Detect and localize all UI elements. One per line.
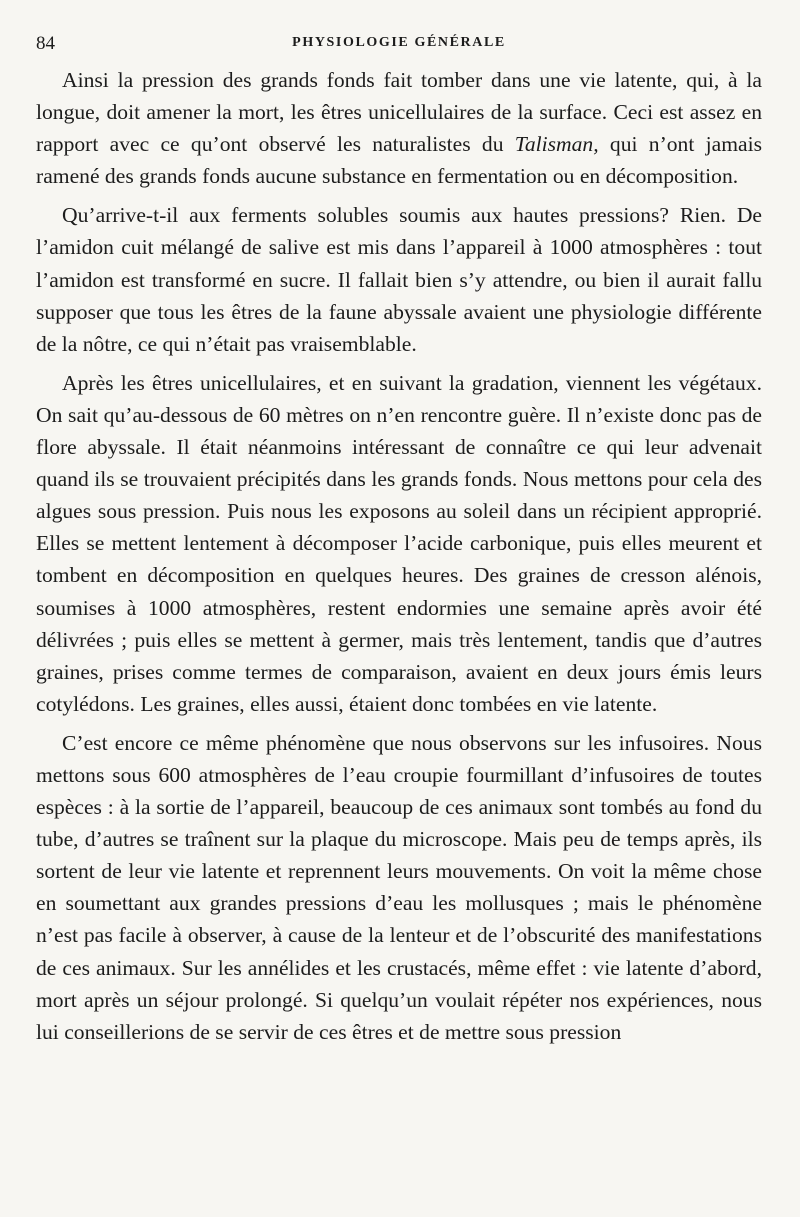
body-text [36, 64, 762, 1048]
running-title: PHYSIOLOGIE GÉNÉRALE [292, 35, 506, 50]
paragraph-1 [36, 64, 762, 192]
paragraph-4: C’est encore ce même phénomène que nous observons sur les infusoires. Nous mettons sous 600 atmosphères de l’eau croupie fourmillant d’infusoires de toutes espèces : à la sortie de l’appareil, beaucoup de ces animaux sont tombés au fond du tube, d’autres se traînent sur la plaque du microscope. Mais peu de temps après, ils sortent de leur vie latente et reprennent leurs mouvements. On voit la même chose en soumettant aux grandes pressions d’eau les mollusques ; mais le phénomène n’est pas facile à observer, à cause de la lenteur et de l’obscurité des manifestations de ces animaux. Sur les annélides et les crustacés, même effet : vie latente d’abord, mort après un séjour prolongé. Si quelqu’un voulait répéter nos expériences, nous lui conseillerions de se servir de ces êtres et de mettre sous pression [36, 730, 762, 1044]
paragraph-1-text-start: Ainsi la pression des grands fonds fait tomber dans une vie latente, qui, à la longue, doit amener la mort, les êtres unicellulaires de la surface. Ceci est assez en rapport avec ce qu’ont observé les naturalistes du [36, 68, 762, 157]
paragraph-3: Après les êtres unicellulaires, et en suivant la gradation, viennent les végétaux. On sait qu’au-dessous de 60 mètres on n’en rencontre guère. Il n’existe donc pas de flore abyssale. Il était néanmoins intéressant de connaître ce qui leur advenait quand ils se trouvaient précipités dans les grands fonds. Nous mettons pour cela des algues sous pression. Puis nous les exposons au soleil dans un récipient approprié. Elles se mettent lentement à décomposer l’acide carbonique, puis elles meurent et tombent en décomposition en quelques heures. Des graines de cresson alénois, soumises à 1000 atmosphères, restent endormies une semaine après avoir été délivrées ; puis elles se mettent à germer, mais très lentement, tandis que d’autres graines, prises comme termes de comparaison, avaient en deux jours émis leurs cotylédons. Les graines, elles aussi, étaient donc tombées en vie latente. [36, 370, 762, 716]
paragraph-1-text-end: qui n’ont jamais ramené des grands fonds aucune substance en fermentation ou en décomposition. [36, 132, 762, 189]
page-header [36, 30, 762, 60]
paragraph-2: Qu’arrive-t-il aux ferments solubles soumis aux hautes pressions? Rien. De l’amidon cuit mélangé de salive est mis dans l’appareil à 1000 atmosphères : tout l’amidon est transformé en sucre. Il fallait bien s’y attendre, ou bien il aurait fallu supposer que tous les êtres de la faune abyssale avaient une physiologie différente de la nôtre, ce qui n’était pas vraisemblable. [36, 203, 762, 356]
page-number: 84 [36, 33, 55, 54]
paragraph-1-italic-ship-name: Talisman, [514, 132, 599, 157]
